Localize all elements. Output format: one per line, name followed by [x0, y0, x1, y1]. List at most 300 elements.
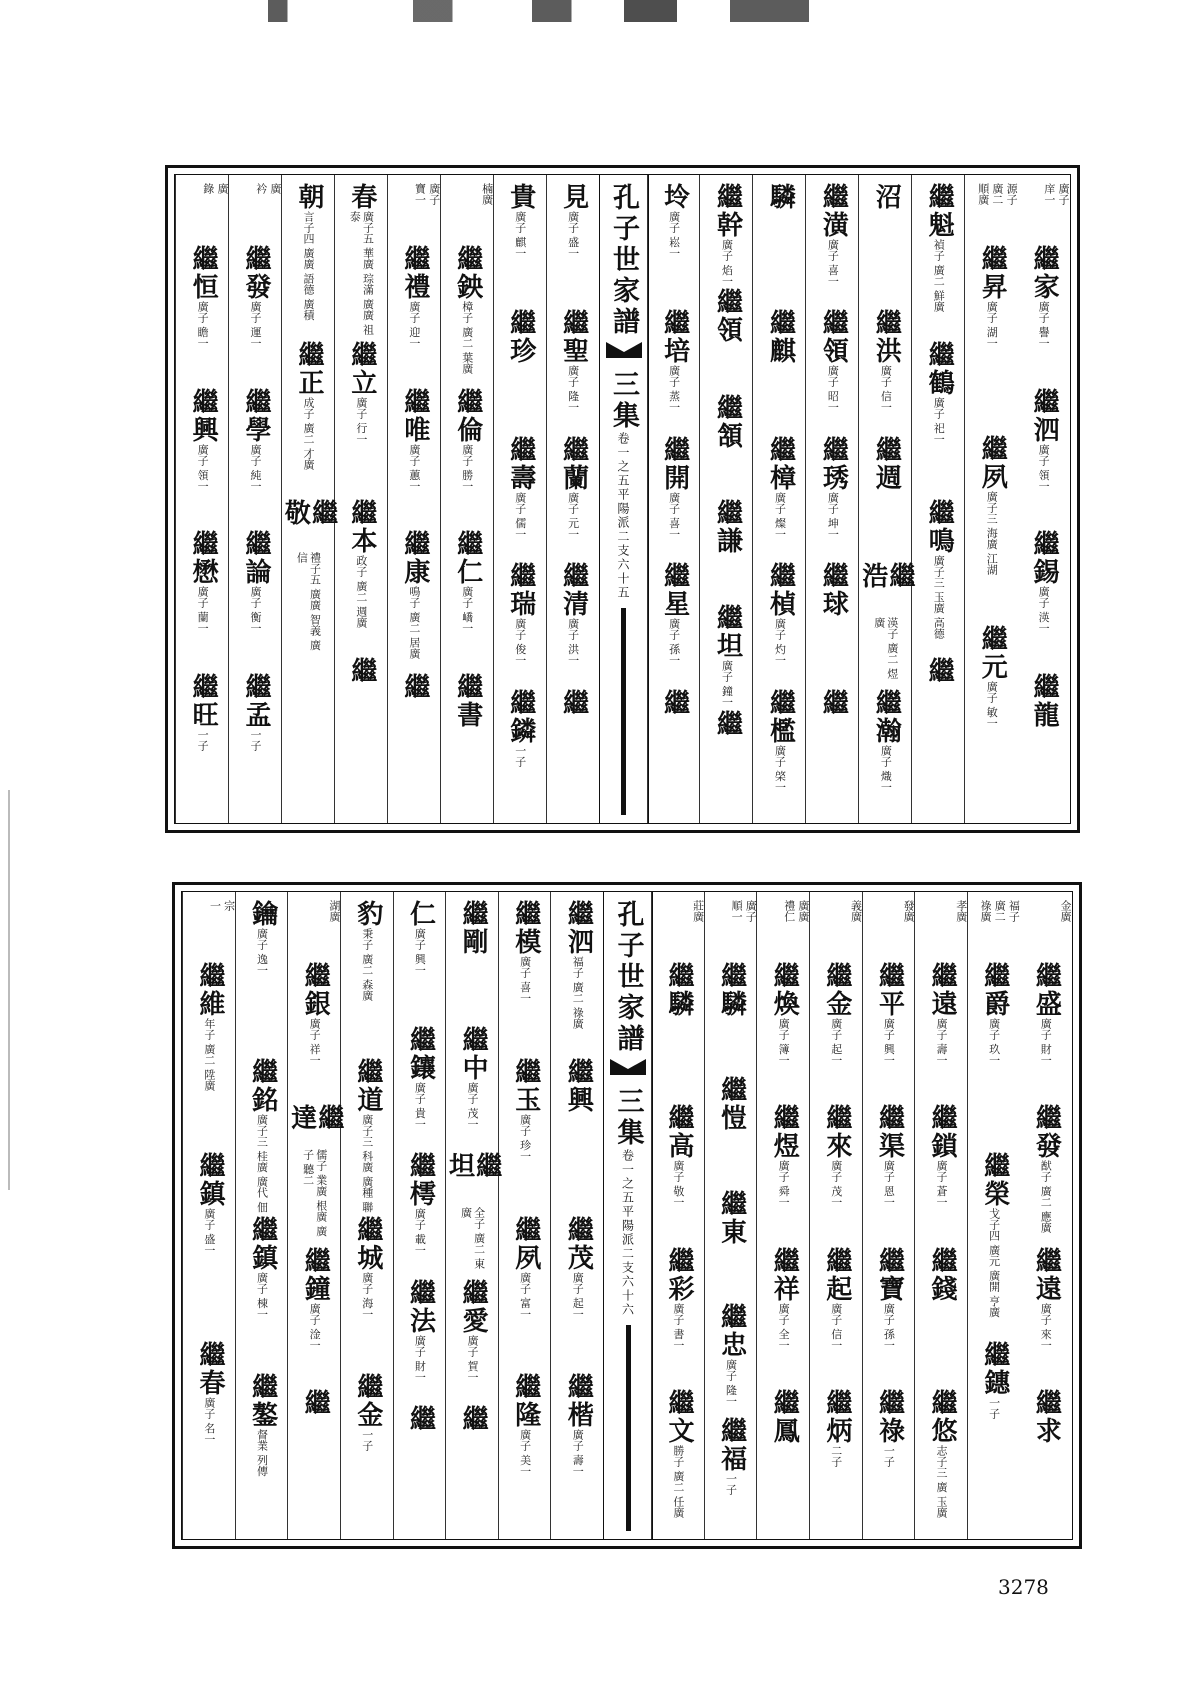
- person-entry: [446, 1026, 499, 1152]
- person-name: 繼泗: [1029, 387, 1060, 444]
- person-name: 豹: [352, 900, 383, 928]
- person-note: 一子: [882, 1444, 896, 1467]
- person-entry: [183, 962, 236, 1152]
- person-note: 廣子 盛一: [566, 211, 580, 259]
- person-name: 繼驎: [663, 962, 694, 1018]
- person-entry: [388, 673, 441, 816]
- person-name: 繼榮: [979, 1151, 1010, 1208]
- person-name: 繼: [558, 688, 589, 717]
- person-entry: [335, 499, 388, 657]
- person-entry: [806, 309, 859, 435]
- person-entry: [446, 1279, 499, 1405]
- person-note: 廣子三 海廣 江湖: [985, 491, 999, 575]
- person-name: 繼懋: [188, 530, 219, 586]
- head-note-line: 廣子: [744, 900, 758, 922]
- person-entry: [863, 1389, 916, 1531]
- person-note: 廣子 美一: [518, 1429, 532, 1477]
- person-entry: [176, 673, 229, 816]
- person-entry: [810, 1104, 863, 1246]
- person-name: 春: [346, 183, 377, 211]
- person-entry: [859, 309, 912, 435]
- person-note: 廣子 書一: [671, 1302, 685, 1350]
- person-note: 廣子 元一: [566, 491, 580, 540]
- volume-label: 三集: [608, 370, 639, 432]
- header-chapter: 卷一之五: [620, 1149, 635, 1205]
- person-entry: [757, 1247, 810, 1389]
- person-name: 繼道: [352, 1057, 383, 1114]
- person-entry: [1017, 245, 1070, 388]
- person-name: 繼瑞: [505, 562, 536, 619]
- person-name: 朝: [293, 183, 324, 211]
- person-note: 二子: [829, 1444, 843, 1467]
- person-entry: [705, 1303, 758, 1417]
- person-name: 繼幹: [712, 183, 743, 239]
- person-note: 廣子 信一: [879, 365, 893, 413]
- person-name: 繼銀: [300, 962, 331, 1018]
- column-head-note: [388, 183, 441, 205]
- person-note: 廣子 恩一: [882, 1160, 896, 1208]
- person-note: 言子四 廣廣 語德 廣積: [301, 211, 315, 321]
- person-name: 繼家: [1029, 245, 1060, 301]
- head-note-line: 廣廣: [796, 900, 810, 922]
- person-entry: [1019, 1389, 1072, 1531]
- person-note: 廣子 儒一: [513, 491, 527, 540]
- person-entry: [757, 1104, 810, 1246]
- person-note: 廣子 興一: [882, 1018, 896, 1066]
- person-name: 繼謙: [712, 499, 743, 555]
- person-name: 繼金: [352, 1373, 383, 1430]
- person-entry: [547, 436, 600, 562]
- head-note-line: 廣二: [990, 183, 1004, 205]
- person-entry: [915, 962, 968, 1104]
- person-note: 廣子 信一: [829, 1302, 843, 1350]
- person-name: 繼福: [716, 1417, 747, 1474]
- person-note: 廣子 孫一: [667, 618, 681, 666]
- person-entry: [282, 341, 335, 499]
- person-name: 繼文: [663, 1388, 694, 1445]
- person-note: 儒子 業廣 根廣 廣子 聽二: [301, 1148, 328, 1236]
- person-note: 廣子 燦一: [773, 491, 787, 540]
- person-note: 一子: [987, 1397, 1001, 1420]
- person-name: 繼樟: [765, 435, 796, 492]
- genealogy-column: [286, 892, 344, 1539]
- person-name: 繼中: [458, 1026, 489, 1083]
- person-entry: [551, 1216, 604, 1374]
- person-entry: [648, 183, 701, 309]
- person-note: 廣子 灼一: [773, 618, 787, 666]
- person-entry: [912, 499, 965, 657]
- head-note-line: 寶一: [413, 183, 427, 205]
- person-entry: [183, 1152, 236, 1342]
- person-entry: [810, 1389, 863, 1531]
- genealogy-column: [175, 175, 229, 823]
- person-name: 繼發: [1031, 1104, 1062, 1161]
- person-name: 繼: [712, 709, 743, 738]
- person-entry: [700, 499, 753, 604]
- person-entry: [547, 689, 600, 815]
- person-name: 繼鏻: [505, 688, 536, 745]
- person-entry: [806, 562, 859, 688]
- person-entry: [652, 1104, 705, 1246]
- head-note-line: 祿廣: [979, 900, 992, 922]
- person-entry: [388, 530, 441, 673]
- column-head-note: [863, 900, 916, 922]
- person-note: 廣子 坤一: [826, 491, 840, 540]
- person-entry: [915, 1247, 968, 1389]
- person-name: 繼論: [241, 530, 272, 586]
- person-entry: [547, 562, 600, 688]
- person-name: 繼領: [818, 309, 849, 366]
- person-entry: [441, 388, 494, 531]
- person-note: 廣子 珍一: [518, 1113, 532, 1162]
- person-entry: [648, 562, 701, 688]
- person-note: 廣子 湖一: [985, 301, 999, 349]
- person-note: 戈子四 廣元 廣開 亨廣: [987, 1207, 1001, 1318]
- person-name: 繼春: [194, 1341, 225, 1398]
- person-note: 一子: [724, 1473, 738, 1496]
- person-entry: [700, 604, 753, 709]
- person-name: 繼仁: [452, 530, 483, 586]
- person-note: 一子: [513, 744, 527, 767]
- center-header-column: [599, 175, 649, 823]
- person-entry: [1017, 530, 1070, 673]
- book-title: 孔子世家譜: [612, 900, 644, 1055]
- header-sub: 二支: [616, 530, 630, 558]
- person-name: 繼瀚: [871, 688, 902, 745]
- person-name: 繼本: [346, 499, 377, 555]
- person-entry: [1017, 388, 1070, 531]
- person-entry: [652, 1247, 705, 1389]
- person-entry: [499, 1216, 552, 1374]
- person-note: 廣子 勝一: [460, 443, 474, 491]
- person-entry: [394, 900, 447, 1026]
- genealogy-column: [967, 892, 1021, 1539]
- person-name: 繼愷: [716, 1075, 747, 1132]
- person-name: 繼泗: [563, 900, 594, 956]
- person-note: 廣子 行一: [354, 397, 368, 445]
- person-entry: [394, 1152, 447, 1278]
- person-note: 廣子 洪一: [566, 618, 580, 666]
- person-note: 廣子 起一: [571, 1271, 585, 1319]
- person-name: 繼彩: [663, 1246, 694, 1303]
- person-note: 廣子 敬一: [671, 1160, 685, 1208]
- person-entry: [859, 436, 912, 562]
- person-entry: [499, 1058, 552, 1216]
- person-note: 渶子 廣二 煜廣: [872, 617, 899, 680]
- genealogy-column: [182, 892, 236, 1539]
- person-name: 繼坦: [444, 1152, 502, 1181]
- person-name: 鑰: [247, 900, 278, 928]
- person-entry: [1019, 1247, 1072, 1389]
- head-note-line: 禮仁: [782, 900, 796, 922]
- person-entry: [912, 341, 965, 499]
- person-entry: [388, 245, 441, 388]
- person-entry: [236, 1216, 289, 1374]
- person-note: 廣子 熾一: [879, 744, 893, 793]
- head-note-line: 廣子: [1057, 183, 1070, 205]
- person-name: 繼鳴: [924, 499, 955, 555]
- person-note: 年子 廣二 陞廣: [202, 1018, 216, 1091]
- person-name: 繼: [818, 688, 849, 717]
- person-name: 繼高: [663, 1104, 694, 1161]
- person-entry: [863, 962, 916, 1104]
- person-note: 廣子 崧一: [667, 211, 681, 259]
- head-note-line: 義廣: [849, 900, 863, 922]
- person-name: 繼煜: [769, 1104, 800, 1161]
- person-note: 廣子 焰一: [720, 239, 734, 287]
- person-name: 繼楷: [563, 1373, 594, 1430]
- person-entry: [965, 435, 1018, 625]
- genealogy-column: [498, 892, 552, 1539]
- person-note: 廣子 富一: [518, 1271, 532, 1319]
- person-entry: [700, 183, 753, 288]
- person-name: 繼平: [874, 962, 905, 1018]
- column-head-note: [1019, 900, 1072, 922]
- person-name: 繼祥: [769, 1246, 800, 1303]
- person-name: 沼: [871, 183, 902, 211]
- person-entry: [915, 1389, 968, 1531]
- person-entry: [394, 1405, 447, 1531]
- person-entry: [1019, 1104, 1072, 1246]
- person-note: 廣子三 玉廣 高德: [932, 555, 946, 639]
- person-name: 繼祿: [874, 1388, 905, 1445]
- person-entry: [547, 309, 600, 435]
- person-note: 樟子 廣二 葉廣: [460, 301, 474, 374]
- person-name: 繼聖: [558, 309, 589, 366]
- person-note: 鳴子 廣二 居廣: [407, 586, 421, 659]
- person-entry: [335, 183, 388, 341]
- person-name: 繼康: [399, 530, 430, 586]
- person-name: 繼法: [405, 1278, 436, 1335]
- person-name: 繼爵: [979, 962, 1010, 1018]
- head-note-line: 一: [208, 900, 222, 911]
- person-note: 廣子 祀一: [932, 397, 946, 445]
- header-leaf: 六十六: [620, 1275, 635, 1317]
- genealogy-column: [699, 175, 753, 823]
- person-note: 廣子 壽一: [935, 1018, 949, 1066]
- person-note: 成子 廣二 才廣: [301, 397, 315, 470]
- person-note: 政子 廣二 週廣: [354, 555, 368, 628]
- person-name: 繼盛: [1031, 962, 1062, 1018]
- genealogy-column: [809, 892, 863, 1539]
- person-name: 繼: [405, 1404, 436, 1433]
- person-note: 廣子 領一: [1037, 443, 1051, 491]
- person-entry: [286, 1104, 344, 1246]
- genealogy-column: [387, 175, 441, 823]
- person-name: 繼週: [871, 435, 902, 492]
- person-name: 繼清: [558, 562, 589, 619]
- person-name: 繼倫: [452, 387, 483, 444]
- person-note: 廣子 瞻一: [196, 301, 210, 349]
- person-note: 一子: [249, 728, 262, 751]
- head-note-line: 孝廣: [954, 900, 968, 922]
- person-entry: [282, 657, 335, 815]
- genealogy-column: [752, 175, 806, 823]
- person-note: 廣子 運一: [249, 301, 262, 349]
- person-name: 繼浩: [857, 562, 916, 591]
- person-note: 廣子 逸一: [255, 928, 269, 976]
- person-entry: [446, 1405, 499, 1531]
- person-name: 繼蘭: [558, 435, 589, 492]
- genealogy-column: [704, 892, 758, 1539]
- person-name: 繼球: [818, 562, 849, 619]
- person-entry: [965, 625, 1018, 815]
- person-name: 繼鏸: [979, 1341, 1010, 1398]
- person-note: 廣子 昭一: [826, 365, 840, 413]
- person-note: 廣子 興一: [413, 928, 427, 976]
- person-name: 繼昇: [977, 245, 1008, 301]
- person-name: 繼壽: [505, 435, 536, 492]
- person-name: 繼領: [712, 288, 743, 345]
- person-note: 禮子五 廣廣 智義 廣信: [295, 552, 322, 651]
- person-entry: [968, 1152, 1021, 1342]
- person-name: 繼炳: [821, 1388, 852, 1445]
- person-entry: [705, 1417, 758, 1531]
- genealogy-column: [334, 175, 388, 823]
- person-note: 廣子五 華廣 琮滿 廣廣 祖泰: [348, 211, 375, 335]
- genealogy-column: [964, 175, 1018, 823]
- person-entry: [700, 710, 753, 815]
- head-note-line: 廣: [268, 183, 282, 194]
- person-entry: [965, 245, 1018, 435]
- person-name: 繼渠: [874, 1104, 905, 1161]
- person-name: 繼驎: [716, 962, 747, 1018]
- head-note-line: 發廣: [902, 900, 916, 922]
- person-note: 廣子 喜一: [667, 491, 681, 540]
- head-note-line: 庠一: [1042, 183, 1056, 205]
- person-name: 繼龍: [1029, 672, 1060, 729]
- person-entry: [863, 1247, 916, 1389]
- person-name: 繼學: [241, 387, 272, 444]
- column-head-note: [1017, 183, 1070, 205]
- person-entry: [176, 530, 229, 673]
- person-note: 廣子 蕙一: [407, 443, 421, 491]
- person-entry: [968, 962, 1021, 1152]
- person-note: 廣子三 桂廣 廣代 佃: [255, 1113, 269, 1213]
- person-entry: [648, 436, 701, 562]
- person-name: 見: [558, 183, 589, 211]
- genealogy-column: [440, 175, 494, 823]
- person-entry: [700, 288, 753, 393]
- person-note: 廣子 茂一: [466, 1082, 480, 1130]
- person-entry: [968, 1341, 1021, 1531]
- top-leaf-body: [174, 174, 1071, 824]
- person-note: 廣子 喜一: [518, 956, 532, 1004]
- person-entry: [863, 1104, 916, 1246]
- head-note-line: 福子: [1007, 900, 1021, 922]
- person-entry: [446, 900, 499, 1026]
- person-note: 廣子 嶠一: [460, 586, 474, 634]
- person-entry: [912, 657, 965, 815]
- person-note: 廣子 貴一: [413, 1082, 427, 1130]
- person-name: 繼珍: [505, 309, 536, 366]
- person-note: 福子 廣二 祿廣: [571, 956, 585, 1029]
- person-name: 繼錫: [1029, 530, 1060, 586]
- person-name: 繼夙: [977, 435, 1008, 491]
- genealogy-column: [393, 892, 447, 1539]
- column-head-note: [441, 183, 494, 205]
- person-entry: [341, 1058, 394, 1216]
- person-name: 繼坦: [712, 604, 743, 661]
- person-name: 繼洪: [871, 309, 902, 366]
- person-entry: [705, 1076, 758, 1190]
- person-entry: [551, 1058, 604, 1216]
- person-note: 廣子 孫一: [882, 1302, 896, 1350]
- person-note: 廣子 舜一: [777, 1160, 791, 1208]
- person-note: 廣子 賀一: [466, 1334, 480, 1383]
- fishtail-mark: [606, 342, 642, 358]
- person-entry: [441, 530, 494, 673]
- person-entry: [183, 1341, 236, 1531]
- person-name: 繼錢: [927, 1246, 958, 1303]
- genealogy-column: [805, 175, 859, 823]
- person-entry: [551, 900, 604, 1058]
- person-note: 廣子 簿一: [777, 1018, 791, 1066]
- person-note: 一子: [196, 728, 210, 751]
- person-name: 繼來: [821, 1104, 852, 1161]
- person-note: 廣子 財一: [1039, 1018, 1053, 1066]
- genealogy-column: [235, 892, 289, 1539]
- person-entry: [288, 1389, 341, 1531]
- person-entry: [915, 1104, 968, 1246]
- page-number: 3278: [998, 1575, 1049, 1599]
- person-entry: [236, 900, 289, 1058]
- head-note-line: 宗: [222, 900, 236, 911]
- genealogy-column: [651, 892, 705, 1539]
- person-name: 仁: [405, 900, 436, 928]
- person-name: 繼麒: [765, 309, 796, 366]
- person-entry: [753, 436, 806, 562]
- genealogy-column: [550, 892, 604, 1539]
- person-name: 繼: [346, 657, 377, 685]
- person-note: 廣子 財一: [413, 1334, 427, 1383]
- person-entry: [551, 1373, 604, 1531]
- person-note: 全子 廣二 東廣: [459, 1207, 486, 1270]
- person-name: 繼愛: [458, 1278, 489, 1335]
- scan-mark-top: [215, 0, 875, 22]
- person-note: 廣子 淦一: [308, 1302, 322, 1350]
- person-entry: [912, 183, 965, 341]
- person-name: 繼起: [821, 1246, 852, 1303]
- person-entry: [229, 245, 282, 388]
- person-name: 繼鎖: [927, 1104, 958, 1161]
- person-note: 廣子 迎一: [407, 301, 421, 349]
- head-note-line: 廣二: [993, 900, 1007, 922]
- genealogy-column: [914, 892, 968, 1539]
- head-note-line: 湖廣: [327, 900, 341, 922]
- person-name: 繼遠: [1031, 1246, 1062, 1303]
- person-name: 繼求: [1031, 1388, 1062, 1445]
- person-name: 繼達: [286, 1104, 344, 1133]
- person-name: 繼楨: [765, 562, 796, 619]
- person-entry: [806, 183, 859, 309]
- center-header-column: [603, 892, 653, 1539]
- person-entry: [444, 1152, 502, 1278]
- person-note: 廣子 領一: [196, 443, 210, 491]
- person-note: 廣子 海一: [360, 1271, 374, 1319]
- person-entry: [288, 962, 341, 1104]
- person-note: 廣子 敏一: [985, 681, 999, 729]
- genealogy-column: [862, 892, 916, 1539]
- person-note: 廣子 全一: [777, 1302, 791, 1350]
- person-note: 廣子 純一: [249, 443, 262, 491]
- head-note-line: 順一: [730, 900, 744, 922]
- person-entry: [700, 394, 753, 499]
- head-note-line: 楠廣: [480, 183, 494, 205]
- column-head-note: [652, 900, 705, 922]
- person-entry: [753, 562, 806, 688]
- person-name: 繼檻: [765, 688, 796, 745]
